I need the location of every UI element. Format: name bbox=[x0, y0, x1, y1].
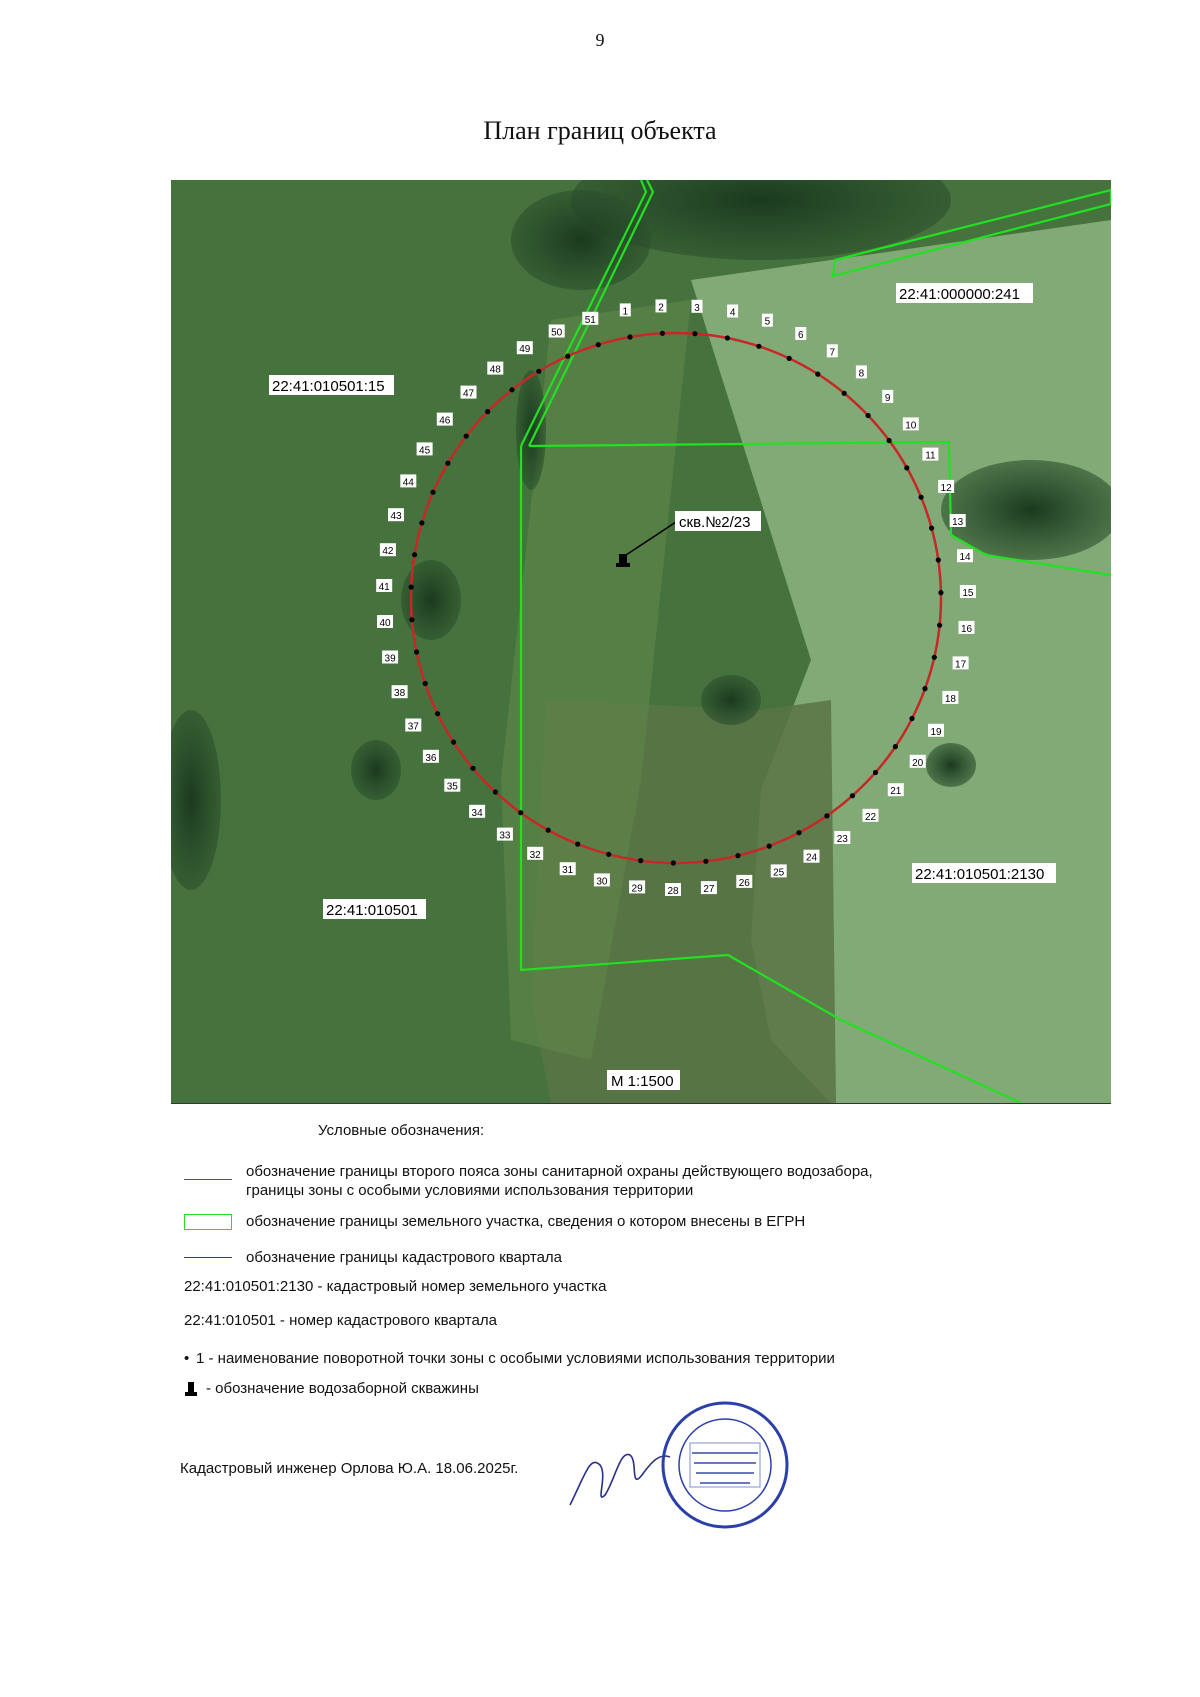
legend-zone-line1: обозначение границы второго пояса зоны санитарной охраны действующего водозабора, bbox=[246, 1163, 873, 1180]
point-label: 4 bbox=[729, 307, 736, 319]
turning-point bbox=[419, 520, 424, 525]
turning-point bbox=[565, 354, 570, 359]
point-label: 2 bbox=[658, 302, 664, 314]
turning-point bbox=[536, 369, 541, 374]
turning-point bbox=[485, 409, 490, 414]
turning-point bbox=[887, 438, 892, 443]
turning-point bbox=[692, 331, 697, 336]
map-canvas bbox=[171, 180, 1111, 1103]
point-label: 21 bbox=[890, 786, 902, 798]
parcel-label-se: 22:41:010501:2130 bbox=[915, 866, 1045, 883]
turning-point bbox=[627, 334, 632, 339]
point-label: 40 bbox=[379, 618, 391, 629]
point-label: 14 bbox=[959, 552, 971, 564]
legend-swatch-green-box bbox=[184, 1214, 232, 1230]
point-label: 11 bbox=[925, 450, 936, 462]
turning-point bbox=[412, 552, 417, 557]
engineer-stamp bbox=[663, 1403, 787, 1527]
point-label: 24 bbox=[805, 852, 818, 864]
turning-point bbox=[922, 686, 927, 691]
turning-point bbox=[435, 711, 440, 716]
turning-point bbox=[866, 413, 871, 418]
turning-point bbox=[414, 649, 419, 654]
point-label: 47 bbox=[462, 388, 475, 400]
handwritten-signature bbox=[570, 1454, 670, 1505]
legend-swatch-red-line bbox=[184, 1179, 232, 1180]
turning-point bbox=[938, 590, 943, 595]
point-label: 32 bbox=[529, 849, 541, 861]
point-label: 25 bbox=[773, 867, 785, 879]
turning-point bbox=[824, 813, 829, 818]
turning-point bbox=[756, 344, 761, 349]
point-label: 36 bbox=[425, 752, 437, 764]
turning-point bbox=[430, 490, 435, 495]
turning-point bbox=[445, 461, 450, 466]
turning-point bbox=[725, 335, 730, 340]
point-label: 46 bbox=[439, 415, 451, 427]
tree-center bbox=[701, 675, 761, 725]
turning-point bbox=[671, 860, 676, 865]
point-label: 38 bbox=[394, 688, 406, 700]
engineer-signature-line: Кадастровый инженер Орлова Ю.А. 18.06.2025г. bbox=[180, 1460, 519, 1477]
point-label: 6 bbox=[798, 330, 804, 341]
point-label: 35 bbox=[446, 781, 458, 793]
turning-point bbox=[909, 716, 914, 721]
point-label: 48 bbox=[489, 364, 501, 376]
turning-point bbox=[596, 342, 601, 347]
page-number: 9 bbox=[595, 30, 605, 50]
point-label: 51 bbox=[584, 314, 596, 326]
turning-point bbox=[815, 372, 820, 377]
page-title: План границ объекта bbox=[483, 116, 717, 145]
point-label: 20 bbox=[912, 757, 924, 769]
point-label: 33 bbox=[499, 830, 511, 842]
legend-swatch-blue-line bbox=[184, 1257, 232, 1258]
point-label: 8 bbox=[858, 368, 865, 380]
turning-point bbox=[451, 740, 456, 745]
legend-point-text: 1 - наименование поворотной точки зоны с особыми условиями использования территории bbox=[196, 1350, 835, 1367]
well-label: скв.№2/23 bbox=[679, 514, 751, 531]
point-label: 37 bbox=[407, 721, 419, 733]
signature-and-stamp bbox=[560, 1395, 800, 1535]
point-label: 28 bbox=[667, 886, 679, 897]
point-label: 30 bbox=[596, 876, 608, 888]
turning-point bbox=[638, 858, 643, 863]
point-label: 34 bbox=[471, 807, 483, 819]
point-label: 22 bbox=[864, 811, 877, 823]
point-label: 15 bbox=[962, 588, 974, 599]
point-label: 16 bbox=[960, 623, 973, 635]
turning-point bbox=[893, 744, 898, 749]
turning-point bbox=[575, 842, 580, 847]
turning-point bbox=[470, 766, 475, 771]
point-label: 31 bbox=[562, 865, 574, 877]
legend-well-icon bbox=[184, 1381, 198, 1397]
point-label: 7 bbox=[829, 347, 836, 359]
turning-point bbox=[873, 770, 878, 775]
legend-parcel-text: обозначение границы земельного участка, сведения о котором внесены в ЕГРН bbox=[246, 1213, 806, 1230]
turning-point bbox=[464, 434, 469, 439]
boundary-map bbox=[171, 180, 1111, 1104]
point-label: 1 bbox=[622, 306, 629, 318]
turning-point bbox=[409, 585, 414, 590]
turning-point bbox=[850, 793, 855, 798]
turning-point bbox=[409, 617, 414, 622]
parcel-label-nw: 22:41:010501:15 bbox=[272, 378, 385, 395]
turning-point bbox=[509, 387, 514, 392]
turning-point bbox=[606, 852, 611, 857]
legend-quarter-number-text: 22:41:010501 - номер кадастрового квартала bbox=[184, 1312, 497, 1329]
point-label: 19 bbox=[930, 726, 942, 738]
point-label: 17 bbox=[955, 659, 967, 671]
turning-point bbox=[904, 465, 909, 470]
turning-point bbox=[493, 789, 498, 794]
legend-zone-line2: границы зоны с особыми условиями использования территории bbox=[246, 1182, 694, 1199]
point-label: 41 bbox=[378, 582, 390, 593]
point-label: 26 bbox=[738, 877, 750, 889]
point-label: 9 bbox=[884, 392, 891, 404]
turning-point bbox=[932, 655, 937, 660]
turning-point bbox=[919, 495, 924, 500]
point-label: 18 bbox=[944, 693, 956, 705]
turning-point bbox=[423, 681, 428, 686]
point-label: 39 bbox=[384, 653, 396, 665]
point-label: 43 bbox=[390, 511, 402, 523]
turning-point bbox=[796, 830, 801, 835]
turning-point bbox=[660, 331, 665, 336]
turning-point bbox=[936, 557, 941, 562]
point-label: 45 bbox=[419, 445, 431, 457]
legend-heading: Условные обозначения: bbox=[318, 1122, 485, 1139]
point-label: 10 bbox=[905, 420, 917, 432]
point-label: 50 bbox=[551, 327, 563, 339]
legend-point-icon: • bbox=[184, 1350, 190, 1367]
turning-point bbox=[518, 810, 523, 815]
point-label: 5 bbox=[764, 316, 771, 328]
turning-point bbox=[546, 828, 551, 833]
turning-point bbox=[937, 623, 942, 628]
legend-cad-number-text: 22:41:010501:2130 - кадастровый номер земельного участка bbox=[184, 1278, 607, 1295]
scale-label: М 1:1500 bbox=[611, 1073, 674, 1090]
point-label: 23 bbox=[836, 834, 848, 845]
legend-well-text: - обозначение водозаборной скважины bbox=[206, 1380, 479, 1397]
turning-point bbox=[929, 526, 934, 531]
legend-quarter-text: обозначение границы кадастрового квартала bbox=[246, 1249, 563, 1266]
point-label: 27 bbox=[703, 884, 715, 896]
point-label: 29 bbox=[631, 883, 643, 895]
turning-point bbox=[735, 853, 740, 858]
point-label: 13 bbox=[952, 517, 964, 528]
turning-point bbox=[787, 356, 792, 361]
parcel-label-ne: 22:41:000000:241 bbox=[899, 286, 1020, 303]
trees-southwest bbox=[351, 740, 401, 800]
turning-point bbox=[842, 391, 847, 396]
point-label: 44 bbox=[402, 477, 414, 489]
point-label: 12 bbox=[940, 482, 952, 494]
quarter-label-sw: 22:41:010501 bbox=[326, 902, 418, 919]
point-label: 42 bbox=[382, 546, 394, 558]
turning-point bbox=[703, 859, 708, 864]
point-label: 3 bbox=[694, 302, 700, 314]
tree-east bbox=[926, 743, 976, 787]
turning-point bbox=[767, 844, 772, 849]
point-label: 49 bbox=[519, 344, 531, 356]
